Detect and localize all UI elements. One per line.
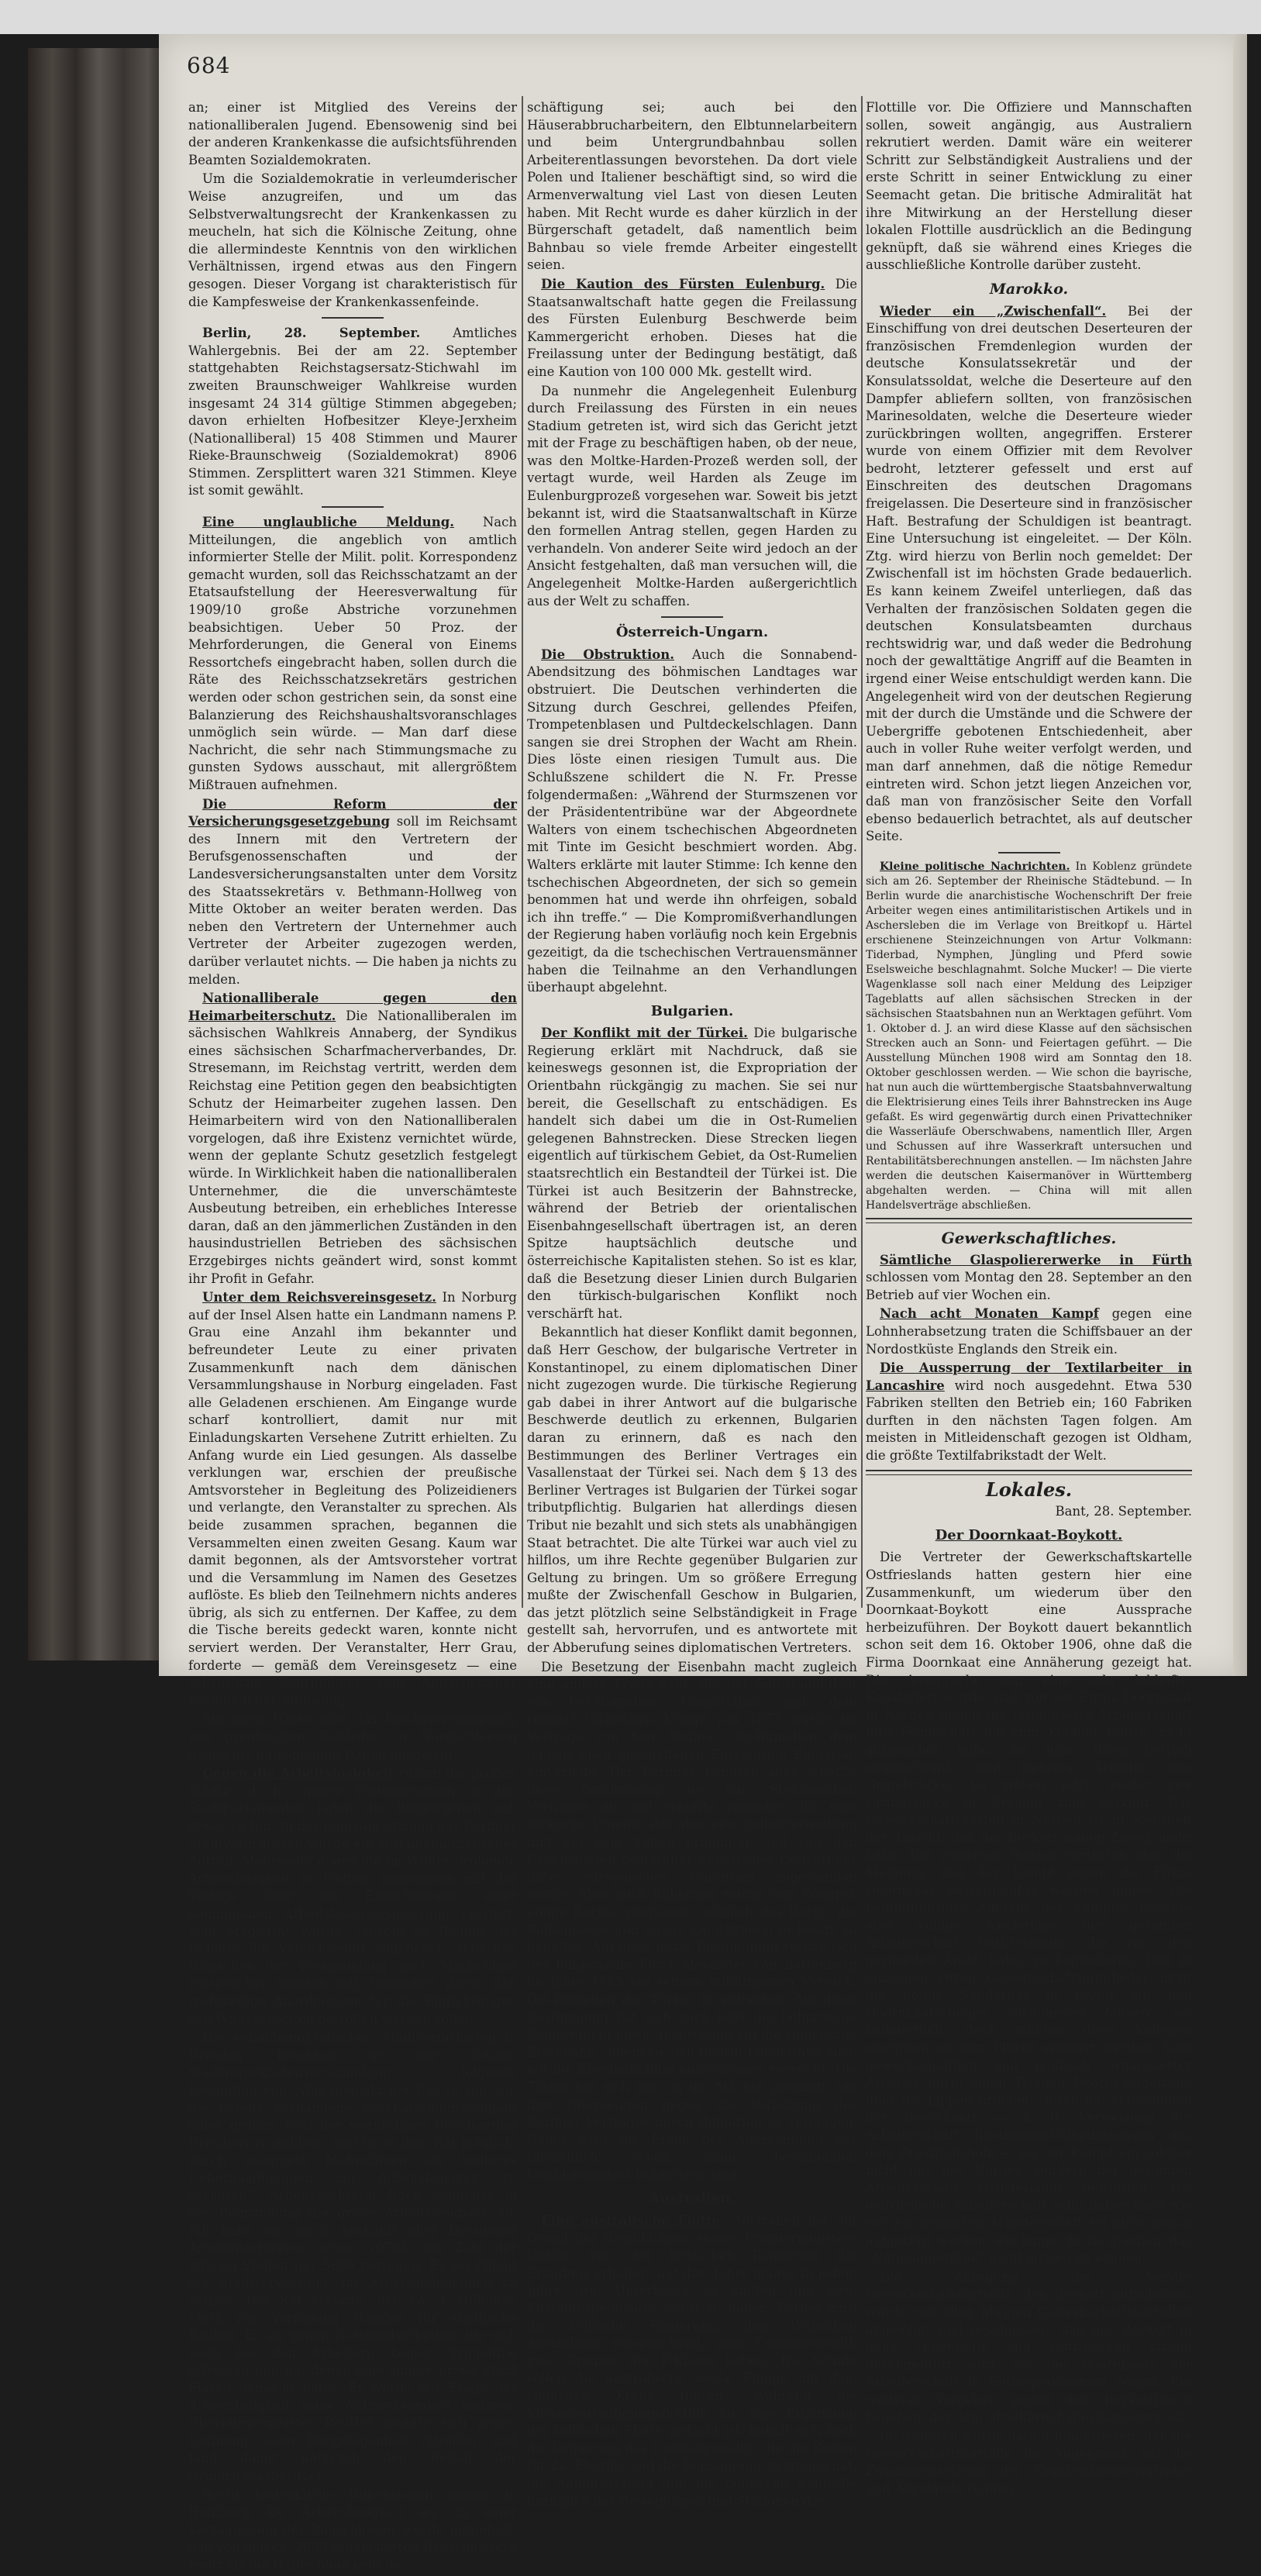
article [188, 1289, 517, 1709]
page-edge-shadow [1233, 34, 1247, 1676]
article-text: In Norburg auf der Insel Alsen hatte ein Landmann namens P. Grau eine Anzahl ihm bekannter und befreundeter Leute zu einer privaten Zusammenkunft nach dem dänischen Versammlungshause in Norburg eingeladen. Fast alle Geladenen erschienen. Am Eingange wurde scharf kontrolliert, damit nur mit Einladungskarten Versehene Zutritt erhielten. Zu Anfang wurde ein Lied gesungen. Als dasselbe verklungen war, erschien der preußische Amtsvorsteher in Begleitung des Polizeidieners und verlangte, den Veranstalter zu sprechen. Als beide zusammen sprachen, begannen die Versammelten einen zweiten Gesang. Kaum war damit begonnen, als der Amtsvorsteher vortrat und die Versammlung im Namen des Gesetzes auflöste. Es blieb den Teilnehmern nichts anderes übrig, als sich zu entfernen. Der Kaffee, zu dem die Tische bereits gedeckt waren, konnte nicht serviert werden. Der Veranstalter, Herr Grau, forderte — gemäß dem Vereinsgesetz — eine schriftliche Begründung vom Amtsvorsteher bezüglich der Auflösung. [188, 1290, 517, 1708]
headline: Nach acht Monaten Kampf [880, 1306, 1099, 1322]
scanner-top-strip [0, 0, 1261, 34]
article-text: rüsten die großen Städte, d. h. unsere Parteigenossen in den Stadtparlamenten jagen die Bürgerlichen auf, etwas zu tun. In der jüngsten Sitzung der Berliner Stadtverordneten wurde ein sozialdemokratischer Antrag, Maßregeln gegen die im Winter drohende Arbeitslosigkeit zu treffen, gemeinsam mit der Vorlage über die Einrichtungen einer kommunalen Arbeitslosenversicherung erörtert. Vom Magistrat wurde, obwohl er Beginn der Debatte die Versicherung abgegeben, daß den Wünschen der Versammlung nach Möglichkeit entsprochen werden soll, besonders darin, daß rechtzeitige Anordnungen für die Einrichtungen von Winterarbeiten getroffen werden sollen. [188, 1766, 517, 2026]
article [527, 2212, 857, 2510]
article [866, 1305, 1192, 1358]
headline: Gegen die Arbeitslosigkeit [202, 1766, 394, 1781]
headline: Eine unglaubliche Meldung. [202, 515, 454, 530]
headline: Die Kaution des Fürsten Eulenburg. [541, 276, 825, 291]
paragraph: Die Besetzung der Eisenbahn macht zugleich eine andere Frage akut, die der Selbständigkeit von Ost-Rumelien. Unmittelbar nach dem russisch-türkischen Kriege von 1877 wurde im Vertrage von San Stefano Ost-Rumelien dem damals eben geschaffenen Fürstentum Bulgarien einverleibt. Der Berliner Kongreß aber schaffte diese Bestimmung des San Stefanoschen Vertrages ab und erklärte Rumelien für eine türkische Provinz, der aber eine Selbstverwaltung und ein vom Sultan ernannter und von den Großmächten bestätigter christlicher Gouverneur unter europäischen Garantien zugestanden wurde. Aber auch Bulgarien wurde vom Kongreß einige Rechte zuerkannt, nämlich das Recht, die Balkanpässe und einige Landstraßen in Besitz zu behalten. Auf diese letzte Bestimmung stützte sich der bulgarische Fürst Alexander von Battenberg im Jahre 1885 bei seinem mißlungenen Versuch, Ost-Rumelien der Türkei zu entreißen. Auf diese Bestimmung hat sich auch jetzt die bulgarische Regierung in ihren Ansprüchen auf die rumelische Eisenbahn, indem sie den Begriff Landstraße auch auf die Eisenbahnlinie auszudehnen versucht. Die Türkei hat sich nun an die Mächte gewandt, um ihre Intervention gegen die Verletzung des Berliner Vertrages durch Bulgarien zu verlangen. Damit wird die Frage der Anerkennung der tatsächlich schon lange bestehenden Unabhängigkeit Bulgariens akut. [527, 1659, 857, 2182]
article-text: gegen eine Lohnherabsetzung traten die Schiffsbauer an der Nordostküste Englands den Streik ein. [866, 1306, 1193, 1357]
paragraph: Da nunmehr die Angelegenheit Eulenburg durch Freilassung des Fürsten in ein neues Stadium getreten ist, wird sich das Gericht jetzt mit der Frage zu beschäftigen haben, ob der neue, was den Moltke-Harden-Prozeß werden soll, der vertagt wurde, weil Harden als Zeuge im Eulenburgprozeß vorgesehen war. Soweit bis jetzt bekannt ist, wird die Staatsanwaltschaft in Kürze den formellen Antrag stellen, gegen Harden zu verhandeln. Von anderer Seite wird jedoch an der Ansicht festgehalten, daß man versuchen will, die Angelegenheit Moltke-Harden außergerichtlich aus der Welt zu schaffen. [527, 383, 857, 609]
paragraph: Um die Sozialdemokratie in verleumderischer Weise anzugreifen, und um das Selbstverwaltungsrecht der Krankenkassen zu meucheln, hat sich die Kölnische Zeitung, ohne die allermindeste Kenntnis von den wirklichen Verhältnissen, irgend etwas aus den Fingern gesogen. Dieser Vorgang ist charakteristisch für die Kampfesweise der Krankenkassenfeinde. [188, 171, 517, 309]
column-1 [188, 99, 517, 2576]
paragraph: schäftigung sei; auch bei den Häuserabbrucharbeitern, den Elbtunnelarbeitern und beim Untergrundbahnbau sollen Arbeiterentlassungen bevorstehen. Da dort viele Polen und Italiener beschäftigt sind, so wird die Armenverwaltung viel Last von diesen Leuten haben. Mit Recht wurde es daher kürzlich in der Bürgerschaft getadelt, daß namentlich beim Bahnbau so viele fremde Arbeiter eingestellt seien. [527, 100, 857, 273]
paragraph: Bekanntlich hat dieser Konflikt damit begonnen, daß Herr Geschow, der bulgarische Vertreter in Konstantinopel, zu einem diplomatischen Diner nicht zugezogen wurde. Die türkische Regierung gab dabei in ihrer Antwort auf die bulgarische Beschwerde deutlich zu erkennen, Bulgarien daran zu erinnern, daß es nach den Bestimmungen des Berliner Vertrages ein Vasallenstaat der Türkei sei. Nach dem § 13 des Berliner Vertrages ist Bulgarien der Türkei sogar tributpflichtig. Bulgarien hat allerdings diesen Tribut nie bezahlt und sich stets als unabhängigen Staat betrachtet. Die alte Türkei war auch viel zu hilflos, um ihre Rechte gegenüber Bulgarien zur Geltung zu bringen. Um so größere Erregung mußte der Zwischenfall Geschow in Bulgarien, das jetzt plötzlich seine Selbständigkeit in Frage gestellt sah, hervorrufen, und es antwortete mit der Abberufung seines diplomatischen Vertreters. [527, 1325, 857, 1656]
article [527, 276, 857, 381]
headline: Eine australische Flotte. [541, 2213, 725, 2229]
paragraph: Recht bedenkliche Dimensionen nimmt in Hamburg die Arbeitslosigkeit an; in einer Versammlung der Bauschlosser wurde mitgeteilt, daß von den ca. 2000 organisierten Bauschlossern mehr als die Hälfte ohne jede Be- [188, 2487, 517, 2572]
article-text: wird noch ausgedehnt. Etwa 530 Fabriken stellten den Betrieb ein; 160 Fabriken durften in den nächsten Tagen folgen. Am meisten in Mitleidenschaft gezogen ist Oldham, die größte Textilfabrikstadt der Welt. [866, 1378, 1192, 1464]
paragraph: Die Vertreter der Gewerkschaftskartelle Ostfrieslands hatten gestern hier eine Zusammenkunft, um wiederum über den Doornkaat-Boykott eine Aussprache herbeizuführen. Der Boykott dauert bekanntlich schon seit dem 16. Oktober 1906, ohne daß die Firma Doornkaat eine Annäherung gezeigt hat. Die Aussprache war eine sehr lebhafte. Konstatiert wurde, daß von der Firma Doornkaat in Norden gegen die organisierte Arbeiterschaft ihre Feindschaft die zum Konflikt führte, nicht aufgegeben habe. Sie habe ihren Betrieb eingeschränkt und mehrere Arbeiter ihre Grundstücke. So stehen jetzt wieder vier Grundstücke in Bremen zum Verkauf. Das Gewerkschaftskartell in Norden ist in Mehrheit der Ansicht, daß der Boykott seinen Zweck mehr habe. Die einzelnen Redner vertraten aber die Meinung, daß der Kampf gegen die Firma Doornkaat weitergeführt werden müsse. Die bedingungslose Aufgabe des Kampfes bedeute eine völlige Niederlage der gesamten Arbeiterschaft Ostfrieslands, die von den geringsten Anlaß habe, zu kapitulieren. Daß in einzelnen Orten Gewerkschaftsmitglieder nicht die nötige Solidarität in bezug auf den Doornkaatschnaps ausnommen fehnen, sei bedauerlich, doch müßten diese Kollegen energisch an ihre Pflicht erinnert werden. Kein gewerkschaftlich und politisch organisierter Arbeiter dürfe einen Tropfen Doornkaatgetränk über die Lippen bringen. Durch die Maßnahmen der Doornkaats — z. B. Verweisung der Arbeiterschaft Rüstringen-Wilhelmshavens aus dem Friedrichshofe — sei der Kampf ein solcher nicht nur der Norder, sondern der gesamten Arbeiterschaft Ostfrieslands geworden. Die ostfriesische Arbeiterschaft solle daher nach wie vor zur gesamten Arbeiterschaft sei nicht genug aufgeklärt werden, wie lange, da sie glauben, das „Nationalgetränk“ nicht missen zu können. [866, 1550, 1192, 2266]
article-text: schlossen vom Montag den 28. September an den Betrieb auf vier Wochen ein. [866, 1270, 1192, 1302]
paragraph: Flottille vor. Die Offiziere und Mannschaften sollen, soweit angängig, aus Australiern rekrutiert werden. Damit wäre ein weiterer Schritt zur Selbständigkeit Australiens und der erste Schritt in seiner Entwicklung zu einer Seemacht getan. Die britische Admiralität hat ihre Mitwirkung an der Herstellung dieser lokalen Flottille ausdrücklich an die Bedingung geknüpft, daß sie während eines Krieges die ausschließliche Kontrolle darüber zusteht. [866, 100, 1192, 273]
article [527, 1025, 857, 1322]
section-title: Bulgarien. [650, 1002, 734, 1019]
article [866, 303, 1192, 846]
headline: Nationalliberale gegen den Heimarbeiterschutz. [188, 991, 517, 1023]
article-text: Australien hat auf Grund der Bemühungen seines Premierministers Deakin von der britischen Regierung die Erlaubnis erhalten, auf drei Jahre hinaus in jedem Jahre drei Unterboote zu kaufen und zwei Küstentorpedojäger selbst zu bauen. Ferner wird die britische Regierung, den Wünschen Australiens entsprechend, dem Commonwealth zwei Kreuzer der P-Klasse leihen. Die Schiffe sollen die australische weiße Flagge mit dem südlichen Kreuz führen. Während die Küstenverteidigungsflottille als eine Ergänzung der britischen Flotte gedacht ist, behält sich doch die Regierung des Commonwealth, die die Kosten für die Flottille und die Bemannung zu tragen hat, die Administration und die politische Kontrolle bezüglich der Bewegungen und Stationen der [527, 2213, 857, 2509]
headline: Die Reform der Versicherungsgesetzgebung [188, 796, 517, 829]
headline: Unter dem Reichsvereinsgesetz. [202, 1290, 436, 1305]
article [527, 647, 857, 997]
headline: Die Obstruktion. [541, 647, 674, 662]
headline: Die Aussperrung der Textilarbeiter in Lancashire [866, 1360, 1192, 1393]
paragraph: Die Anregung des Norder Gewerkschaftskartells, den Boykott aufzuheben, wurde von allen übrigen Gewerkschaftskartellen abgelehnt und beschlossen, daß der Boykott in ganz Oldenburg und Ostfriesland streng durchgeführt wird, bis die Doornkaats der Arbeiterschaft in Entgegenkommen zeigen. Ein weiteres Vorgehen gegen den Boykottbruch begehen, der dem Streikbruch gleichzusetzen ist. [866, 2269, 1192, 2425]
paragraph: an; einer ist Mitglied des Vereins der nationalliberalen Jugend. Ebensowenig sind bei der anderen Krankenkasse die aufsichtsführenden Beamten Sozialdemokraten. [188, 100, 517, 167]
column-rule-2 [861, 96, 863, 1608]
double-rule [866, 1218, 1192, 1223]
dateline: Bant, 28. September. [1055, 1504, 1192, 1519]
separator [322, 506, 384, 508]
article-text: Die Nationalliberalen im sächsischen Wahlkreis Annaberg, der Syndikus eines sächsischen Scharfmacherverbandes, Dr. Stresemann, im Reichstag vertritt, werden dem Reichstag eine Petition gegen den beabsichtigten Schutz der Heimarbeiter zugehen lassen. Den Heimarbeitern wird von den Nationalliberalen vorgelogen, daß ihre Existenz vernichtet würde, wenn der geplante Schutz gesetzlich festgelegt würde. In Wirklichkeit haben die nationalliberalen Unternehmer, die die unverschämteste Ausbeutung betreiben, ein erhebliches Interesse daran, daß an den jämmerlichen Zuständen in den hausindustriellen Betrieben des sächsischen Erzgebirges nichts geändert wird, sonst kommt ihr Profit in Gefahr. [188, 1008, 517, 1286]
column-rule-1 [522, 96, 523, 1608]
separator [998, 852, 1060, 853]
article-wahl [188, 325, 517, 500]
section-title: Marokko. [989, 280, 1069, 298]
headline: Wieder ein „Zwischenfall“. [880, 303, 1107, 319]
headline: Der Konflikt mit der Türkei. [541, 1026, 748, 1041]
article-text: In Koblenz gründete sich am 26. September der Rheinische Städtebund. — In Berlin wurde die anarchistische Wochenschrift Der freie Arbeiter wegen eines antimilitaristischen Artikels und in Aschersleben die im Verlage von Breitkopf u. Härtel erschienene Steinzeichnungen von Artur Volkmann: Tiderbad, Nymphen, Jüngling und Pferd sowie Eselsweiche beschlagnahmt. Solche Mucker! — Die vierte Wagenklasse soll nach einer Meldung des Leipziger Tageblatts auf allen sächsischen Strecken in der sächsischen Staatsbahnen nun an Werktagen geführt. Vom 1. Oktober d. J. an wird diese Klasse auf den sächsischen Strecken auch an Sonn- und Feiertagen geführt. — Die Ausstellung München 1908 wird am Sonntag den 18. Oktober geschlossen werden. — Wie schon die bayrische, hat nun auch die württembergische Staatsbahnverwaltung die Elektrisierung eines Teils ihrer Bahnstrecken ins Auge gefaßt. Es wird gegenwärtig durch einen Privattechniker die Wasserläufe Oberschwabens, namentlich Iller, Argen und Schussen auf ihre Wasserkraft untersuchen und Rentabilitätsberechnungen anstellen. — Im nächsten Jahre werden die deutschen Kaisermanöver in Württemberg abgehalten werden. — China will mit allen Handelsverträge abschließen. [866, 860, 1193, 1212]
article-text: Amtliches Wahlergebnis. Bei der am 22. September stattgehabten Reichstagsersatz-Stichwahl im zweiten Braunschweiger Wahlkreise wurden insgesamt 24 314 gültige Stimmen abgegeben; davon erhielten Hofbesitzer Kleye-Jerxheim (Nationalliberal) 15 408 Stimmen und Maurer Rieke-Braunschweig (Sozialdemokrat) 8906 Stimmen. Zersplittert waren 321 Stimmen. Kleye ist somit gewählt. [188, 326, 517, 498]
double-rule [866, 1470, 1192, 1475]
article-text: Nach Mitteilungen, die angeblich von amtlich informierter Stelle der Milit. polit. Korrespondenz gemacht wurden, soll das Reichsschatzamt an der Etatsaufstellung der Heeresverwaltung für 1909/10 große Abstriche vorzunehmen beabsichtigen. Ueber 50 Proz. der Mehrforderungen, die General von Einems Ressortchefs eingebracht haben, sollen durch die Räte des Reichsschatzsekretärs gestrichen werden oder schon gestrichen sein, da sonst eine Balanzierung des Reichshaushaltsvoranschlages unmöglich sein würde. — Man darf diese Nachricht, die sehr nach Stimmungsmache zu gunsten Sydows ausschaut, mit allergrößtem Mißtrauen aufnehmen. [188, 515, 517, 792]
column-2 [527, 99, 857, 2512]
dateline: Berlin, 28. September. [202, 326, 421, 341]
article [866, 1360, 1192, 1465]
headline: Kleine politische Nachrichten. [880, 860, 1070, 873]
page-number: 684 [187, 53, 231, 78]
book-spine [28, 48, 164, 1660]
section-title: Gewerkschaftliches. [941, 1228, 1117, 1247]
article [188, 990, 517, 1288]
section-title: Australien. [649, 2190, 736, 2207]
paragraph: Auf diese Weise wird das Reichsvereinsgesetz von preußischen Behörden in Nordschleswig gegen die unbequemen Dänen ausgelegt. [188, 1712, 517, 1762]
article [866, 860, 1192, 1213]
article-text: Auch die Sonnabend-Abendsitzung des böhmischen Landtages war obstruiert. Die Deutschen verhinderten die Sitzung durch Geschrei, gellendes Pfeifen, Trompetenblasen und Pultdeckelschlagen. Dann sangen sie drei Strophen der Wacht am Rhein. Dies löste einen riesigen Tumult aus. Die Schlußszene schildert die N. Fr. Presse folgendermaßen: „Während der Sturmszenen vor der Präsidententribüne war der Abgeordnete Walters von einem tschechischen Abgeordneten mit Tinte im Gesicht beschmiert worden. Abg. Walters erklärte mit lauter Stimme: Ich kenne den tschechischen Abgeordneten, der sich so gemein benommen hat und werde ihn ohrfeigen, sobald ich ihn treffe.“ — Die Kompromißverhandlungen der Regierung haben vorläufig noch kein Ergebnis gezeitigt, da die tschechischen Vertrauensmänner haben die Teilnahme an den Verhandlungen überhaupt abgelehnt. [527, 647, 857, 995]
article-text: Die Staatsanwaltschaft hatte gegen die Freilassung des Fürsten Eulenburg Beschwerde beim Kammergericht erhoben. Dieses hat die Freilassung unter der Bedingung bestätigt, daß eine Kaution von 100 000 Mk. gestellt wird. [527, 276, 857, 379]
newspaper-page [159, 34, 1247, 2572]
paragraph: Die sozialdemokratischen Stadtverordneten in Dresden brachten in der letzten Stadtverordnetenversammlung folgende Resolution ein: „Was gedenkt der Rat zu tun, um die bereits vorhandene Beschäftigungslosigkeit eines großen Teils der werktätigen Bevölkerung Dresdens zu mildern, und ist es dem Rat möglich, durch geeignete Maßnahmen ein weiteres Ueberhandnehmen der Arbeitslosigkeit zu verhüten?“ Arbeitersekretär Buck schilderte in der Begründung die große Arbeitslosigkeit. Im Juli habe sie, nach Auskunft aller Dresdener Arbeitsnachweise, schon 10764, die Zahl der offenen Stellen nur 5899 betragen. Es sei Pflicht der Stadtverwaltung, für Arbeitsgelegenheit zu sorgen. Der Rat erklärte, daß ca. 4 Millionen Mark zur Verfügung ständen für städtische Bauten. Er sei gegen Notstandsarbeiten, die sich auch bei den Arbeitern keiner Sympathie erfreuten und mit denen eine andere große Stadt Fiasko gemacht hätte. Er werde der Frage der Arbeitslosigkeit seine Aufmerksamkeit widmen. Oberbürgermeister Beutler wandte sich gegen Oeffnung neuer Baugelegenheit (Straßen) und fand damit natürlich den Beifall der Grundstücksbesitzer. [188, 2030, 517, 2483]
article [866, 1252, 1192, 1305]
article-text: Die bulgarische Regierung erklärt mit Nachdruck, daß sie keineswegs gesonnen ist, die Expropriation der Orientbahn rückgängig zu machen. Sie sei nur bereit, die Gesellschaft zu entschädigen. Es handelt sich dabei um die in Ost-Rumelien gelegenen Bahnstrecken. Diese Strecken liegen eigentlich auf türkischem Gebiet, da Ost-Rumelien staatsrechtlich ein Bestandteil der Türkei ist. Die Türkei ist auch Besitzerin der Bahnstrecke, während der Betrieb der orientalischen Eisenbahngesellschaft übertragen ist, an deren Spitze hauptsächlich deutsche und österreichische Kapitalisten stehen. So ist es klar, daß die Besetzung dieser Linien durch Bulgarien den türkisch-bulgarischen Konflikt noch verschärft hat. [527, 1026, 857, 1321]
article [188, 796, 517, 989]
separator [322, 317, 384, 319]
paragraph: Im weiteren wurde darauf hingewiesen, daß die Gewerkschaftskartelle ihr Augenmerk auf die Zusammensetzung der Krankenkassenvertreter und -Vorstände richten [866, 2429, 1192, 2496]
article-text: soll im Reichsamt des Innern mit den Vertretern der Berufsgenossenschaften und der Landesversicherungsanstalten unter dem Vorsitz des Staatssekretärs v. Bethmann-Hollweg von Mitte Oktober an weiter beraten werden. Das neben den Vertretern der Unternehmer auch Vertreter der Arbeiter zugezogen werden, darüber verlautet nichts. — Die haben ja nichts zu melden. [188, 814, 517, 987]
column-3 [866, 99, 1192, 2500]
separator [661, 616, 723, 618]
article [188, 1765, 517, 2028]
section-title: Lokales. [985, 1478, 1073, 1501]
headline: Sämtliche Glaspoliererwerke in Fürth [880, 1252, 1192, 1267]
article-title: Der Doornkaat-Boykott. [935, 1526, 1123, 1543]
article-text: Bei der Einschiffung von drei deutschen Deserteuren der französischen Fremdenlegion wurden der deutsche Konsulatssekretär und der Konsulatssoldat, welche die Deserteure auf den Dampfer abliefern sollten, von französischen Marinesoldaten, welche die Deserteure wieder zurückbringen wollten, angegriffen. Ersterer wurde von einem Offizier mit dem Revolver bedroht, letzterer gefesselt und erst auf Einschreiten des deutschen Dragomans freigelassen. Die Deserteure sind in französischer Haft. Bestrafung der Schuldigen ist beantragt. Eine Untersuchung ist eingeleitet. — Der Köln. Ztg. wird hierzu von Berlin noch gemeldet: Der Zwischenfall ist im höchsten Grade bedauerlich. Es kann keinem Zweifel unterliegen, daß das Verhalten der französischen Soldaten gegen die deutschen Konsulatsbeamten durchaus rechtswidrig war, und daß weder die Bedrohung noch der gewalttätige Angriff auf die Beamten in irgend einer Weise entschuldigt werden kann. Die Angelegenheit wird von der deutschen Regierung mit der durch die Umstände und die Schwere der Uebergriffe gebotenen Entschiedenheit, aber auch in voller Ruhe weiter verfolgt werden, und man darf annehmen, daß die nötige Remedur eintreten wird. Schon jetzt liegen Anzeichen vor, daß man von französischer Seite den Vorfall ebenso bedauerlich betrachtet, als auf deutscher Seite. [866, 303, 1192, 844]
section-title: Österreich-Ungarn. [615, 624, 769, 641]
article [188, 514, 517, 795]
